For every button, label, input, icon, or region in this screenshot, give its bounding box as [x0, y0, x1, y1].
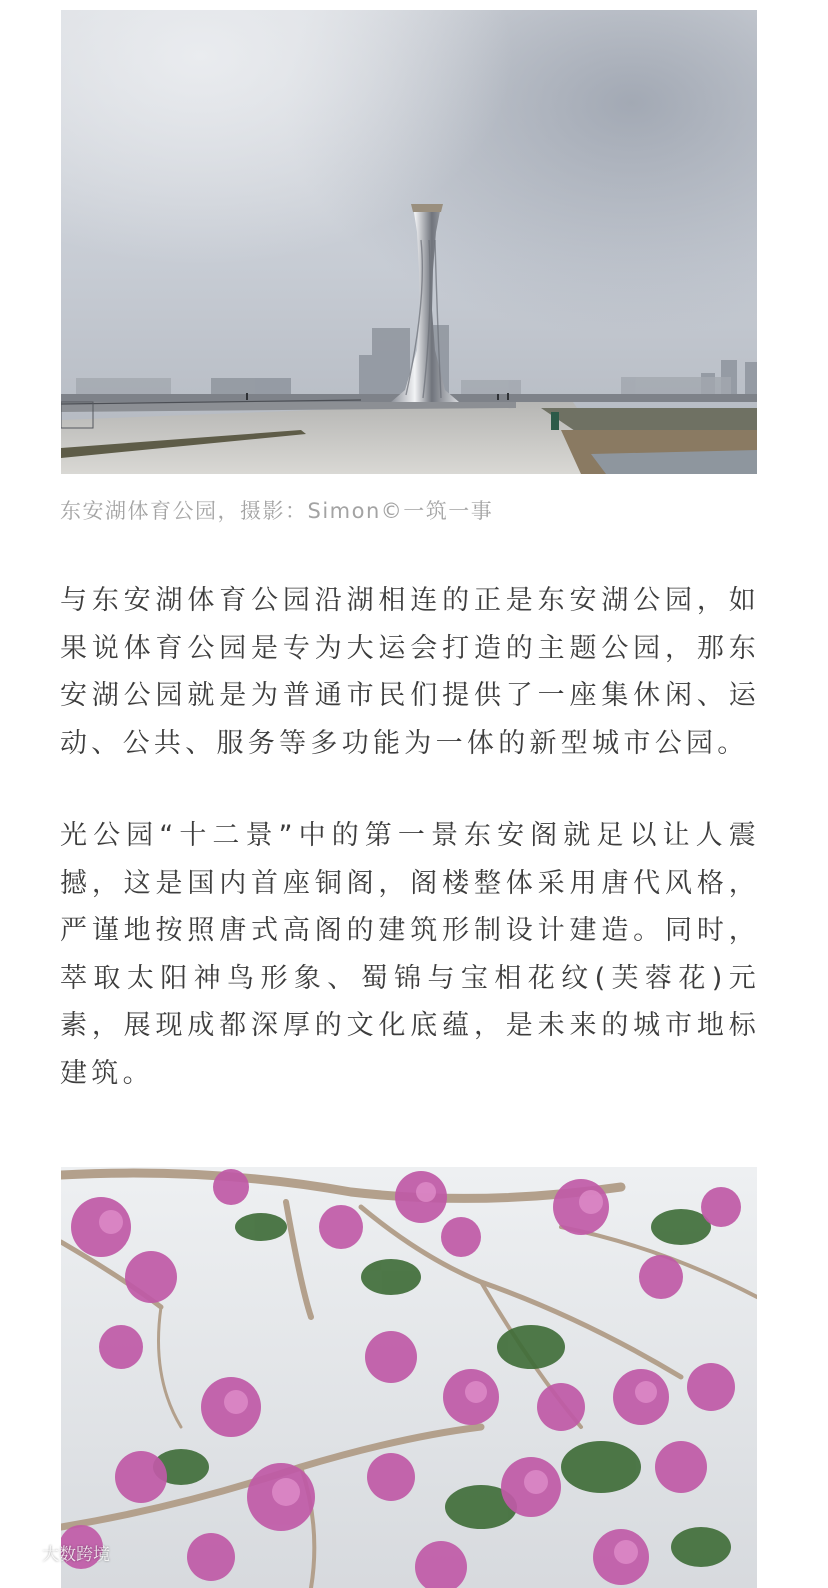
watermark-text: 大数跨境	[42, 1545, 110, 1565]
sports-park-photo[interactable]	[61, 10, 757, 474]
app-logo-icon	[14, 1542, 38, 1564]
watermark	[14, 1540, 110, 1565]
photo-caption: 东安湖体育公园，摄影：Simon©一筑一事	[60, 499, 494, 523]
crape-myrtle-photo[interactable]	[61, 1167, 757, 1588]
paragraph-park-intro: 与东安湖体育公园沿湖相连的正是东安湖公园，如果说体育公园是专为大运会打造的主题公园，那东安湖公园就是为普通市民们提供了一座集休闲、运动、公共、服务等多功能为一体的新型城市公园。	[60, 585, 760, 759]
paragraph-dongan-pavilion: 光公园“十二景”中的第一景东安阁就足以让人震撼，这是国内首座铜阁，阁楼整体采用唐代风格，严谨地按照唐式高阁的建筑形制设计建造。同时，萃取太阳神鸟形象、蜀锦与宝相花纹(芙蓉花)元素，展现成都深厚的文化底蕴，是未来的城市地标建筑。	[60, 820, 760, 1089]
